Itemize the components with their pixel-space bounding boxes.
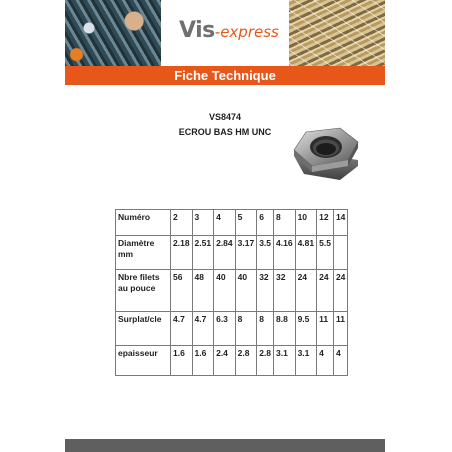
product-description: ECROU BAS HM UNC — [178, 127, 272, 137]
table-cell: 4.81 — [295, 236, 317, 270]
table-cell: 2.51 — [192, 236, 214, 270]
table-cell: 24 — [317, 270, 334, 312]
table-cell: 8 — [274, 210, 296, 236]
table-cell: 2.8 — [257, 346, 274, 376]
table-cell: 5.5 — [317, 236, 334, 270]
row-label: Surplat/cle — [116, 312, 171, 346]
table-cell: 2.4 — [214, 346, 236, 376]
logo-brand: Vis — [179, 18, 215, 43]
logo-area — [161, 0, 289, 70]
product-reference: VS8474 — [208, 112, 242, 122]
table-cell: 2.84 — [214, 236, 236, 270]
table-cell: 14 — [333, 210, 347, 236]
table-cell: 24 — [295, 270, 317, 312]
table-cell: 10 — [295, 210, 317, 236]
tools-photo — [65, 0, 161, 70]
hex-nut-icon — [288, 122, 364, 188]
table-cell: 3.5 — [257, 236, 274, 270]
table-cell: 4.16 — [274, 236, 296, 270]
table-cell: 1.6 — [171, 346, 193, 376]
table-row — [116, 312, 348, 346]
row-label: Numéro — [116, 210, 171, 236]
table-cell: 8 — [235, 312, 257, 346]
table-cell: 3.17 — [235, 236, 257, 270]
table-cell: 11 — [333, 312, 347, 346]
table-row — [116, 210, 348, 236]
table-cell: 48 — [192, 270, 214, 312]
table-cell: 4.7 — [171, 312, 193, 346]
title-bar — [65, 66, 385, 85]
table-cell: 2.18 — [171, 236, 193, 270]
table-cell: 4 — [214, 210, 236, 236]
table-cell: 32 — [274, 270, 296, 312]
table-cell: 32 — [257, 270, 274, 312]
table-cell: 9.5 — [295, 312, 317, 346]
screws-photo — [289, 0, 385, 70]
table-cell: 1.6 — [192, 346, 214, 376]
header-banner — [65, 0, 385, 70]
title-bar-text: Fiche Technique — [174, 68, 276, 83]
table-cell: 24 — [333, 270, 347, 312]
footer-bar — [65, 439, 385, 452]
row-label: epaisseur — [116, 346, 171, 376]
table-row — [116, 346, 348, 376]
row-label: Nbre filets au pouce — [116, 270, 171, 312]
table-cell: 11 — [317, 312, 334, 346]
table-cell: 8.8 — [274, 312, 296, 346]
row-label: Diamètre mm — [116, 236, 171, 270]
table-cell: 4 — [333, 346, 347, 376]
table-cell: 56 — [171, 270, 193, 312]
table-cell: 4 — [317, 346, 334, 376]
table-cell — [333, 236, 347, 270]
table-cell: 8 — [257, 312, 274, 346]
table-cell: 4.7 — [192, 312, 214, 346]
table-cell: 12 — [317, 210, 334, 236]
vis-express-logo — [179, 18, 279, 43]
datasheet-page — [65, 0, 385, 452]
table-row — [116, 236, 348, 270]
table-cell: 2 — [171, 210, 193, 236]
table-cell: 40 — [235, 270, 257, 312]
table-row — [116, 270, 348, 312]
table-cell: 6 — [257, 210, 274, 236]
table-cell: 3.1 — [274, 346, 296, 376]
logo-suffix: -express — [214, 23, 279, 41]
table-cell: 6.3 — [214, 312, 236, 346]
table-cell: 3 — [192, 210, 214, 236]
table-cell: 2.8 — [235, 346, 257, 376]
table-cell: 3.1 — [295, 346, 317, 376]
spec-table — [115, 209, 348, 376]
table-cell: 40 — [214, 270, 236, 312]
table-cell: 5 — [235, 210, 257, 236]
